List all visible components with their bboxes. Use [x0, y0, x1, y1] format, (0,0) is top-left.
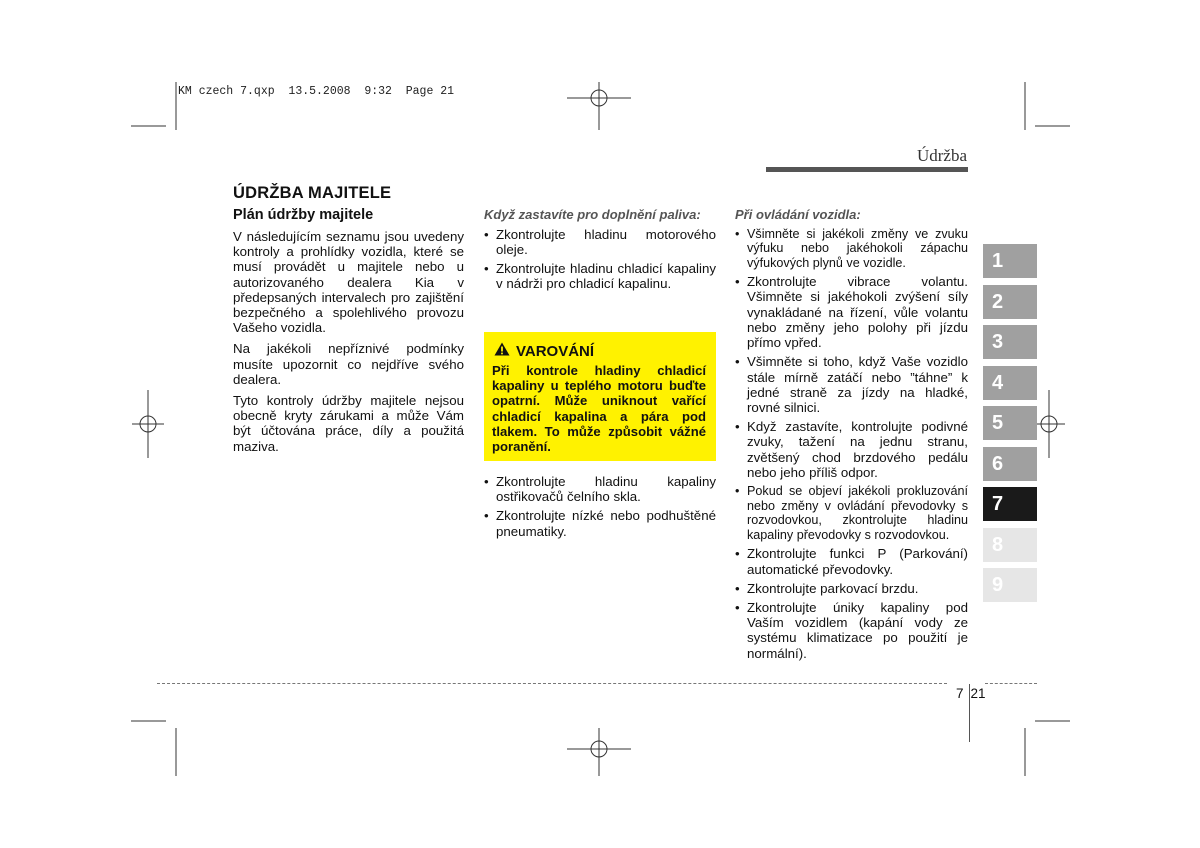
paragraph: V následujícím seznamu jsou uvedeny kontroly a prohlídky vozidla, které se musí provádět u majitele nebo u autorizovaného dealera Kia v předepsaných intervalech pro zajištění bezpečného a spolehlivého provozu Vašeho vozidla.: [233, 229, 464, 336]
registration-mark-bottom: [567, 728, 631, 776]
warning-box: [484, 332, 716, 461]
list-item: • Všimněte si jakékoli změny ve zvuku výfuku nebo jakéhokoli zápachu výfukových plynů ve vozidle.: [735, 227, 968, 271]
column-1: [233, 229, 464, 460]
chapter-tab-6[interactable]: 6: [983, 447, 1037, 481]
chapter-tab-8[interactable]: 8: [983, 528, 1037, 562]
warning-title-text: VAROVÁNÍ: [516, 342, 595, 360]
list-item: • Zkontrolujte hladinu motorového oleje.: [484, 227, 716, 257]
registration-mark-top: [567, 82, 631, 130]
chapter-number: 7: [956, 686, 964, 701]
chapter-tabs: [983, 244, 1037, 609]
warning-text: Při kontrole hladiny chladicí kapaliny u teplého motoru buďte opatrní. Může uniknout vařící chladicí kapalina a pára pod tlakem. To může způsobit vážné poranění.: [492, 363, 706, 455]
list-item: • Když zastavíte, kontrolujte podivné zvuky, tažení na jednu stranu, zvětšený chod brzdového pedálu nebo jeho příliš odpor.: [735, 419, 968, 480]
section-title: Údržba: [916, 146, 967, 165]
printer-slug: KM czech 7.qxp 13.5.2008 9:32 Page 21: [178, 85, 455, 98]
column-2: [484, 208, 716, 295]
list-item: • Zkontrolujte hladinu kapaliny ostřikovačů čelního skla.: [484, 474, 716, 504]
list-item: • Zkontrolujte nízké nebo podhuštěné pneumatiky.: [484, 508, 716, 538]
chapter-tab-3[interactable]: 3: [983, 325, 1037, 359]
chapter-tab-2[interactable]: 2: [983, 285, 1037, 319]
header-rule: [766, 167, 968, 172]
warning-title: [494, 342, 594, 360]
page-subtitle: Plán údržby majitele: [233, 207, 374, 223]
page-number: [956, 686, 986, 701]
list-item: • Zkontrolujte úniky kapaliny pod Vaším vozidlem (kapání vody ze systému klimatizace po použití je normální).: [735, 600, 968, 661]
footer-rule: [157, 683, 947, 684]
page-number-value: 21: [970, 686, 986, 701]
footer-rule: [985, 683, 1037, 684]
column-2-continued: [484, 474, 716, 543]
list-item: • Všimněte si toho, když Vaše vozidlo stále mírně zatáčí nebo ”táhne” k jedné straně za jízdy na hladké, rovné silnici.: [735, 354, 968, 415]
chapter-tab-9[interactable]: 9: [983, 568, 1037, 602]
chapter-tab-1[interactable]: 1: [983, 244, 1037, 278]
checklist: [484, 227, 716, 292]
list-item: • Zkontrolujte hladinu chladicí kapaliny v nádrži pro chladicí kapalinu.: [484, 261, 716, 291]
paragraph: Na jakékoli nepříznivé podmínky musíte upozornit co nejdříve svého dealera.: [233, 341, 464, 387]
registration-mark-right: [1033, 390, 1065, 458]
chapter-tab-7[interactable]: 7: [983, 487, 1037, 521]
chapter-tab-4[interactable]: 4: [983, 366, 1037, 400]
warning-triangle-icon: [494, 342, 510, 360]
list-item: • Zkontrolujte parkovací brzdu.: [735, 581, 968, 596]
column-heading: Při ovládání vozidla:: [735, 207, 861, 222]
chapter-tab-5[interactable]: 5: [983, 406, 1037, 440]
checklist: [484, 474, 716, 539]
list-item: • Pokud se objeví jakékoli prokluzování nebo změny v ovládání převodovky s rozvodovkou, zkontrolujte hladinu kapaliny převodovky s rozvodovkou.: [735, 484, 968, 542]
column-heading: Když zastavíte pro doplnění paliva:: [484, 207, 701, 222]
registration-mark-left: [132, 390, 164, 458]
paragraph: Tyto kontroly údržby majitele nejsou obecně kryty zárukami a může Vám být účtována práce, díly a použitá maziva.: [233, 393, 464, 454]
checklist: [735, 227, 968, 661]
list-item: • Zkontrolujte vibrace volantu. Všimněte si jakéhokoli zvýšení síly vynakládané na řízení, vůle volantu nebo změny jeho polohy při jízdu přímo vpřed.: [735, 274, 968, 350]
column-3: [735, 208, 968, 665]
list-item: • Zkontrolujte funkci P (Parkování) automatické převodovky.: [735, 546, 968, 576]
page-title: ÚDRŽBA MAJITELE: [233, 184, 392, 202]
